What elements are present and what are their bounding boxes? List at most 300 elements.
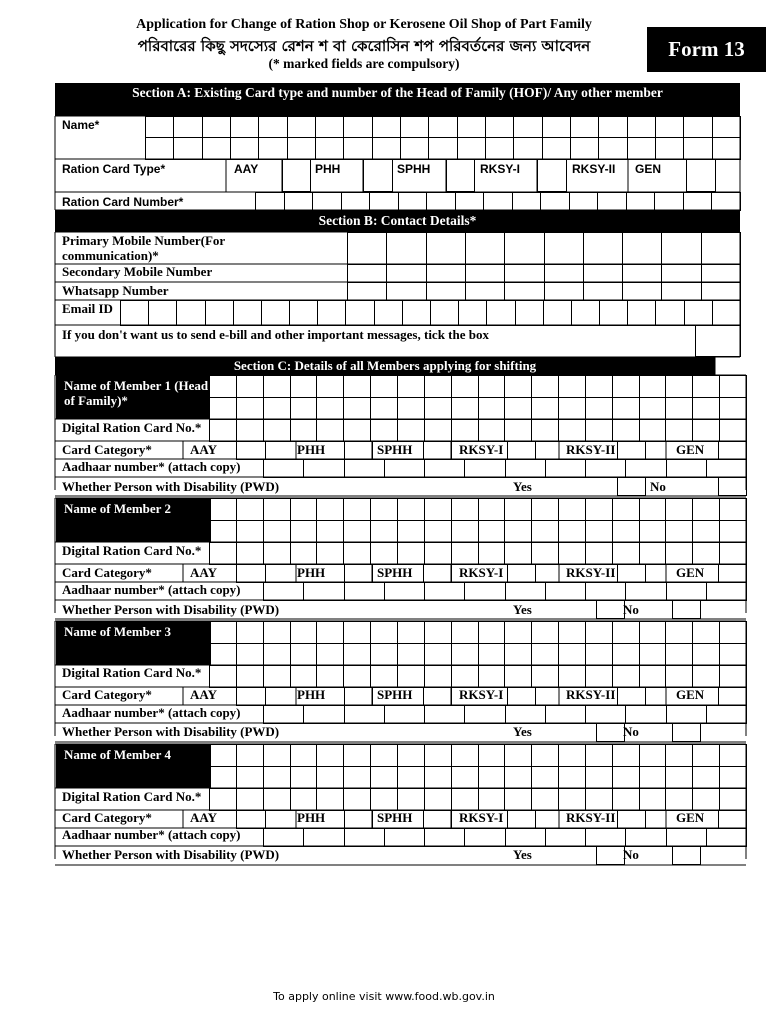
- member-name-char-box[interactable]: [371, 622, 398, 644]
- email-char-box[interactable]: [149, 301, 177, 326]
- name-char-box[interactable]: [203, 138, 231, 160]
- member-name-char-box[interactable]: [693, 499, 720, 521]
- digital-card-box[interactable]: [452, 789, 479, 811]
- secondary-mobile-digit[interactable]: [584, 265, 623, 283]
- digital-card-box[interactable]: [344, 666, 371, 688]
- name-char-box[interactable]: [146, 117, 174, 138]
- digital-card-box[interactable]: [479, 789, 505, 811]
- email-char-box[interactable]: [290, 301, 318, 326]
- aadhaar-digit-box[interactable]: [707, 460, 747, 478]
- aadhaar-digit-box[interactable]: [546, 706, 586, 724]
- category-checkbox[interactable]: [508, 811, 536, 829]
- email-char-box[interactable]: [656, 301, 685, 326]
- card-number-box[interactable]: [456, 193, 484, 211]
- digital-card-box[interactable]: [371, 666, 398, 688]
- digital-card-box[interactable]: [720, 666, 747, 688]
- digital-card-box[interactable]: [264, 420, 291, 442]
- digital-card-box[interactable]: [264, 666, 291, 688]
- member-name-char-box[interactable]: [666, 644, 693, 666]
- member-name-char-box[interactable]: [371, 767, 398, 789]
- category-checkbox[interactable]: [345, 442, 373, 460]
- secondary-mobile-digit[interactable]: [387, 265, 427, 283]
- digital-card-box[interactable]: [317, 666, 344, 688]
- card-number-box[interactable]: [370, 193, 399, 211]
- name-char-box[interactable]: [401, 117, 429, 138]
- name-char-box[interactable]: [429, 138, 458, 160]
- member-name-char-box[interactable]: [371, 398, 398, 420]
- member-name-char-box[interactable]: [640, 622, 666, 644]
- card-number-box[interactable]: [313, 193, 342, 211]
- digital-card-box[interactable]: [559, 420, 586, 442]
- digital-card-box[interactable]: [425, 543, 452, 565]
- name-char-box[interactable]: [344, 138, 373, 160]
- primary-mobile-digit[interactable]: [545, 233, 584, 265]
- email-char-box[interactable]: [487, 301, 516, 326]
- member-name-char-box[interactable]: [317, 767, 344, 789]
- aadhaar-digit-box[interactable]: [465, 829, 506, 847]
- member-name-char-box[interactable]: [693, 521, 720, 543]
- category-checkbox[interactable]: [237, 442, 266, 460]
- pwd-yes-checkbox[interactable]: [618, 478, 646, 496]
- name-char-box[interactable]: [571, 117, 599, 138]
- pwd-yes-checkbox[interactable]: [597, 847, 625, 865]
- name-char-box[interactable]: [599, 138, 628, 160]
- member-name-char-box[interactable]: [291, 767, 317, 789]
- member-name-char-box[interactable]: [640, 644, 666, 666]
- digital-card-box[interactable]: [452, 420, 479, 442]
- member-name-char-box[interactable]: [452, 499, 479, 521]
- digital-card-box[interactable]: [613, 789, 640, 811]
- card-type-checkbox[interactable]: [447, 160, 475, 192]
- member-name-char-box[interactable]: [586, 398, 613, 420]
- member-name-char-box[interactable]: [264, 376, 291, 398]
- name-char-box[interactable]: [486, 117, 514, 138]
- member-name-char-box[interactable]: [264, 644, 291, 666]
- digital-card-box[interactable]: [613, 543, 640, 565]
- secondary-mobile-digit[interactable]: [505, 265, 545, 283]
- name-char-box[interactable]: [486, 138, 514, 160]
- member-name-char-box[interactable]: [532, 745, 559, 767]
- member-name-char-box[interactable]: [398, 376, 425, 398]
- member-name-char-box[interactable]: [452, 767, 479, 789]
- member-name-char-box[interactable]: [613, 398, 640, 420]
- member-name-char-box[interactable]: [479, 521, 505, 543]
- member-name-char-box[interactable]: [371, 521, 398, 543]
- aadhaar-digit-box[interactable]: [345, 583, 385, 601]
- digital-card-box[interactable]: [640, 789, 666, 811]
- member-name-char-box[interactable]: [640, 398, 666, 420]
- card-number-box[interactable]: [399, 193, 427, 211]
- name-char-box[interactable]: [628, 138, 656, 160]
- aadhaar-digit-box[interactable]: [264, 460, 304, 478]
- member-name-char-box[interactable]: [425, 622, 452, 644]
- card-type-checkbox[interactable]: [687, 160, 716, 192]
- member-name-char-box[interactable]: [371, 499, 398, 521]
- member-name-char-box[interactable]: [640, 767, 666, 789]
- aadhaar-digit-box[interactable]: [626, 583, 667, 601]
- category-checkbox[interactable]: [719, 688, 747, 706]
- aadhaar-digit-box[interactable]: [546, 829, 586, 847]
- digital-card-box[interactable]: [559, 789, 586, 811]
- digital-card-box[interactable]: [425, 789, 452, 811]
- member-name-char-box[interactable]: [693, 745, 720, 767]
- member-name-char-box[interactable]: [720, 622, 747, 644]
- member-name-char-box[interactable]: [479, 767, 505, 789]
- card-number-box[interactable]: [256, 193, 285, 211]
- category-checkbox[interactable]: [345, 688, 373, 706]
- member-name-char-box[interactable]: [344, 376, 371, 398]
- member-name-char-box[interactable]: [291, 622, 317, 644]
- member-name-char-box[interactable]: [720, 376, 747, 398]
- category-checkbox[interactable]: [719, 565, 747, 583]
- aadhaar-digit-box[interactable]: [546, 583, 586, 601]
- member-name-char-box[interactable]: [693, 376, 720, 398]
- member-name-char-box[interactable]: [344, 745, 371, 767]
- aadhaar-digit-box[interactable]: [506, 583, 546, 601]
- aadhaar-digit-box[interactable]: [425, 829, 465, 847]
- digital-card-box[interactable]: [613, 420, 640, 442]
- whatsapp-digit[interactable]: [623, 283, 662, 301]
- member-name-char-box[interactable]: [398, 499, 425, 521]
- member-name-char-box[interactable]: [425, 521, 452, 543]
- member-name-char-box[interactable]: [505, 767, 532, 789]
- member-name-char-box[interactable]: [720, 644, 747, 666]
- digital-card-box[interactable]: [666, 420, 693, 442]
- member-name-char-box[interactable]: [425, 376, 452, 398]
- pwd-yes-checkbox[interactable]: [597, 601, 625, 619]
- member-name-char-box[interactable]: [666, 398, 693, 420]
- member-name-char-box[interactable]: [452, 745, 479, 767]
- digital-card-box[interactable]: [344, 789, 371, 811]
- email-char-box[interactable]: [685, 301, 713, 326]
- member-name-char-box[interactable]: [398, 521, 425, 543]
- member-name-char-box[interactable]: [505, 745, 532, 767]
- digital-card-box[interactable]: [505, 666, 532, 688]
- member-name-char-box[interactable]: [425, 745, 452, 767]
- name-char-box[interactable]: [146, 138, 174, 160]
- pwd-no-checkbox[interactable]: [673, 724, 701, 742]
- name-char-box[interactable]: [288, 138, 316, 160]
- digital-card-box[interactable]: [425, 666, 452, 688]
- member-name-char-box[interactable]: [505, 622, 532, 644]
- member-name-char-box[interactable]: [479, 376, 505, 398]
- card-number-box[interactable]: [712, 193, 741, 211]
- member-name-char-box[interactable]: [532, 499, 559, 521]
- member-name-char-box[interactable]: [210, 745, 237, 767]
- whatsapp-digit[interactable]: [584, 283, 623, 301]
- digital-card-box[interactable]: [532, 420, 559, 442]
- aadhaar-digit-box[interactable]: [707, 706, 747, 724]
- aadhaar-digit-box[interactable]: [264, 829, 304, 847]
- member-name-char-box[interactable]: [371, 376, 398, 398]
- member-name-char-box[interactable]: [237, 376, 264, 398]
- member-name-char-box[interactable]: [452, 622, 479, 644]
- digital-card-box[interactable]: [344, 543, 371, 565]
- aadhaar-digit-box[interactable]: [586, 829, 626, 847]
- primary-mobile-digit[interactable]: [505, 233, 545, 265]
- member-name-char-box[interactable]: [210, 622, 237, 644]
- aadhaar-digit-box[interactable]: [264, 706, 304, 724]
- card-number-box[interactable]: [342, 193, 370, 211]
- card-type-checkbox[interactable]: [283, 160, 311, 192]
- digital-card-box[interactable]: [640, 543, 666, 565]
- digital-card-box[interactable]: [479, 543, 505, 565]
- member-name-char-box[interactable]: [317, 376, 344, 398]
- aadhaar-digit-box[interactable]: [506, 460, 546, 478]
- digital-card-box[interactable]: [398, 420, 425, 442]
- member-name-char-box[interactable]: [640, 745, 666, 767]
- member-name-char-box[interactable]: [532, 622, 559, 644]
- member-name-char-box[interactable]: [586, 745, 613, 767]
- email-char-box[interactable]: [262, 301, 290, 326]
- member-name-char-box[interactable]: [559, 767, 586, 789]
- category-checkbox[interactable]: [508, 565, 536, 583]
- member-name-char-box[interactable]: [479, 745, 505, 767]
- aadhaar-digit-box[interactable]: [626, 829, 667, 847]
- member-name-char-box[interactable]: [237, 499, 264, 521]
- name-char-box[interactable]: [231, 138, 259, 160]
- digital-card-box[interactable]: [532, 666, 559, 688]
- category-checkbox[interactable]: [237, 811, 266, 829]
- member-name-char-box[interactable]: [398, 398, 425, 420]
- name-char-box[interactable]: [401, 138, 429, 160]
- digital-card-box[interactable]: [586, 543, 613, 565]
- member-name-char-box[interactable]: [210, 398, 237, 420]
- digital-card-box[interactable]: [237, 666, 264, 688]
- digital-card-box[interactable]: [291, 666, 317, 688]
- member-name-char-box[interactable]: [586, 521, 613, 543]
- digital-card-box[interactable]: [317, 420, 344, 442]
- member-name-char-box[interactable]: [317, 644, 344, 666]
- digital-card-box[interactable]: [371, 789, 398, 811]
- aadhaar-digit-box[interactable]: [304, 706, 345, 724]
- aadhaar-digit-box[interactable]: [707, 829, 747, 847]
- aadhaar-digit-box[interactable]: [345, 706, 385, 724]
- member-name-char-box[interactable]: [344, 521, 371, 543]
- member-name-char-box[interactable]: [559, 398, 586, 420]
- digital-card-box[interactable]: [452, 666, 479, 688]
- card-type-checkbox[interactable]: [364, 160, 393, 192]
- member-name-char-box[interactable]: [291, 398, 317, 420]
- digital-card-box[interactable]: [237, 420, 264, 442]
- member-name-char-box[interactable]: [317, 745, 344, 767]
- member-name-char-box[interactable]: [264, 622, 291, 644]
- digital-card-box[interactable]: [398, 666, 425, 688]
- member-name-char-box[interactable]: [291, 376, 317, 398]
- digital-card-box[interactable]: [264, 789, 291, 811]
- member-name-char-box[interactable]: [666, 745, 693, 767]
- aadhaar-digit-box[interactable]: [506, 706, 546, 724]
- digital-card-box[interactable]: [398, 543, 425, 565]
- member-name-char-box[interactable]: [613, 745, 640, 767]
- member-name-char-box[interactable]: [693, 767, 720, 789]
- member-name-char-box[interactable]: [720, 767, 747, 789]
- primary-mobile-digit[interactable]: [348, 233, 387, 265]
- digital-card-box[interactable]: [640, 666, 666, 688]
- member-name-char-box[interactable]: [237, 767, 264, 789]
- name-char-box[interactable]: [259, 138, 288, 160]
- digital-card-box[interactable]: [371, 420, 398, 442]
- member-name-char-box[interactable]: [505, 499, 532, 521]
- digital-card-box[interactable]: [693, 666, 720, 688]
- member-name-char-box[interactable]: [344, 499, 371, 521]
- aadhaar-digit-box[interactable]: [586, 706, 626, 724]
- member-name-char-box[interactable]: [720, 745, 747, 767]
- aadhaar-digit-box[interactable]: [465, 583, 506, 601]
- email-char-box[interactable]: [572, 301, 600, 326]
- member-name-char-box[interactable]: [317, 398, 344, 420]
- member-name-char-box[interactable]: [264, 745, 291, 767]
- member-name-char-box[interactable]: [586, 622, 613, 644]
- ebill-optout-checkbox[interactable]: [696, 326, 741, 357]
- card-number-box[interactable]: [427, 193, 456, 211]
- email-char-box[interactable]: [628, 301, 656, 326]
- digital-card-box[interactable]: [398, 789, 425, 811]
- whatsapp-digit[interactable]: [545, 283, 584, 301]
- aadhaar-digit-box[interactable]: [546, 460, 586, 478]
- member-name-char-box[interactable]: [720, 398, 747, 420]
- aadhaar-digit-box[interactable]: [425, 583, 465, 601]
- primary-mobile-digit[interactable]: [623, 233, 662, 265]
- member-name-char-box[interactable]: [264, 398, 291, 420]
- member-name-char-box[interactable]: [505, 521, 532, 543]
- primary-mobile-digit[interactable]: [584, 233, 623, 265]
- digital-card-box[interactable]: [291, 789, 317, 811]
- category-checkbox[interactable]: [424, 565, 452, 583]
- member-name-char-box[interactable]: [210, 521, 237, 543]
- digital-card-box[interactable]: [210, 666, 237, 688]
- member-name-char-box[interactable]: [479, 398, 505, 420]
- category-checkbox[interactable]: [237, 688, 266, 706]
- primary-mobile-digit[interactable]: [427, 233, 466, 265]
- member-name-char-box[interactable]: [398, 622, 425, 644]
- digital-card-box[interactable]: [237, 789, 264, 811]
- email-char-box[interactable]: [431, 301, 459, 326]
- email-char-box[interactable]: [516, 301, 544, 326]
- aadhaar-digit-box[interactable]: [304, 460, 345, 478]
- name-char-box[interactable]: [713, 117, 741, 138]
- member-name-char-box[interactable]: [666, 622, 693, 644]
- aadhaar-digit-box[interactable]: [667, 706, 707, 724]
- digital-card-box[interactable]: [532, 543, 559, 565]
- aadhaar-digit-box[interactable]: [506, 829, 546, 847]
- member-name-char-box[interactable]: [452, 644, 479, 666]
- member-name-char-box[interactable]: [425, 644, 452, 666]
- category-checkbox[interactable]: [618, 811, 646, 829]
- category-checkbox[interactable]: [618, 565, 646, 583]
- category-checkbox[interactable]: [719, 442, 747, 460]
- name-char-box[interactable]: [259, 117, 288, 138]
- name-char-box[interactable]: [684, 138, 713, 160]
- aadhaar-digit-box[interactable]: [707, 583, 747, 601]
- member-name-char-box[interactable]: [613, 622, 640, 644]
- digital-card-box[interactable]: [613, 666, 640, 688]
- name-char-box[interactable]: [316, 138, 344, 160]
- member-name-char-box[interactable]: [613, 521, 640, 543]
- category-checkbox[interactable]: [618, 688, 646, 706]
- member-name-char-box[interactable]: [613, 376, 640, 398]
- member-name-char-box[interactable]: [210, 499, 237, 521]
- digital-card-box[interactable]: [505, 789, 532, 811]
- aadhaar-digit-box[interactable]: [626, 706, 667, 724]
- member-name-char-box[interactable]: [666, 376, 693, 398]
- aadhaar-digit-box[interactable]: [586, 583, 626, 601]
- primary-mobile-digit[interactable]: [702, 233, 741, 265]
- member-name-char-box[interactable]: [693, 644, 720, 666]
- secondary-mobile-digit[interactable]: [466, 265, 505, 283]
- email-char-box[interactable]: [600, 301, 628, 326]
- category-checkbox[interactable]: [424, 811, 452, 829]
- digital-card-box[interactable]: [479, 666, 505, 688]
- member-name-char-box[interactable]: [505, 644, 532, 666]
- aadhaar-digit-box[interactable]: [264, 583, 304, 601]
- category-checkbox[interactable]: [345, 565, 373, 583]
- whatsapp-digit[interactable]: [466, 283, 505, 301]
- email-char-box[interactable]: [318, 301, 346, 326]
- member-name-char-box[interactable]: [532, 521, 559, 543]
- email-char-box[interactable]: [544, 301, 572, 326]
- secondary-mobile-digit[interactable]: [348, 265, 387, 283]
- aadhaar-digit-box[interactable]: [345, 829, 385, 847]
- member-name-char-box[interactable]: [237, 644, 264, 666]
- member-name-char-box[interactable]: [398, 767, 425, 789]
- member-name-char-box[interactable]: [693, 622, 720, 644]
- category-checkbox[interactable]: [237, 565, 266, 583]
- member-name-char-box[interactable]: [425, 499, 452, 521]
- member-name-char-box[interactable]: [532, 376, 559, 398]
- pwd-yes-checkbox[interactable]: [597, 724, 625, 742]
- member-name-char-box[interactable]: [264, 521, 291, 543]
- member-name-char-box[interactable]: [640, 376, 666, 398]
- email-char-box[interactable]: [234, 301, 262, 326]
- digital-card-box[interactable]: [640, 420, 666, 442]
- member-name-char-box[interactable]: [264, 767, 291, 789]
- email-char-box[interactable]: [459, 301, 487, 326]
- secondary-mobile-digit[interactable]: [662, 265, 702, 283]
- name-char-box[interactable]: [288, 117, 316, 138]
- name-char-box[interactable]: [628, 117, 656, 138]
- card-number-box[interactable]: [513, 193, 541, 211]
- member-name-char-box[interactable]: [237, 745, 264, 767]
- digital-card-box[interactable]: [720, 789, 747, 811]
- digital-card-box[interactable]: [317, 543, 344, 565]
- member-name-char-box[interactable]: [452, 398, 479, 420]
- member-name-char-box[interactable]: [398, 644, 425, 666]
- email-char-box[interactable]: [206, 301, 234, 326]
- member-name-char-box[interactable]: [237, 521, 264, 543]
- member-name-char-box[interactable]: [532, 398, 559, 420]
- member-name-char-box[interactable]: [317, 499, 344, 521]
- digital-card-box[interactable]: [559, 666, 586, 688]
- name-char-box[interactable]: [344, 117, 373, 138]
- member-name-char-box[interactable]: [666, 521, 693, 543]
- member-name-char-box[interactable]: [613, 644, 640, 666]
- secondary-mobile-digit[interactable]: [545, 265, 584, 283]
- digital-card-box[interactable]: [210, 543, 237, 565]
- member-name-char-box[interactable]: [666, 499, 693, 521]
- member-name-char-box[interactable]: [559, 622, 586, 644]
- member-name-char-box[interactable]: [586, 376, 613, 398]
- member-name-char-box[interactable]: [344, 767, 371, 789]
- name-char-box[interactable]: [543, 138, 571, 160]
- name-char-box[interactable]: [656, 117, 684, 138]
- member-name-char-box[interactable]: [398, 745, 425, 767]
- digital-card-box[interactable]: [532, 789, 559, 811]
- member-name-char-box[interactable]: [371, 644, 398, 666]
- card-number-box[interactable]: [541, 193, 570, 211]
- digital-card-box[interactable]: [210, 789, 237, 811]
- member-name-char-box[interactable]: [344, 622, 371, 644]
